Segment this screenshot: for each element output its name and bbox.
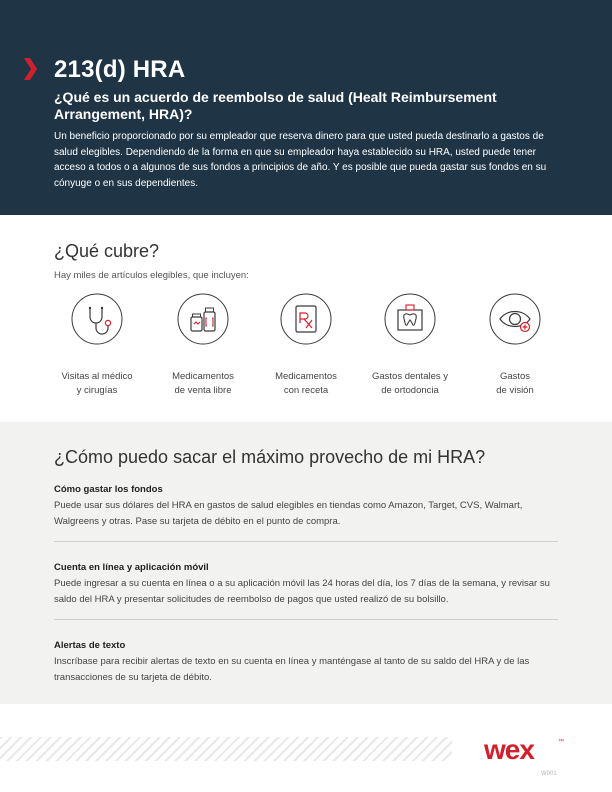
- coverage-item-otc: [148, 293, 258, 398]
- coverage-item-label: de ortodoncia: [381, 385, 439, 396]
- wex-logo-text: wex: [484, 735, 534, 763]
- coverage-item-label: Gastos: [499, 371, 531, 382]
- vision-icon: [489, 293, 541, 345]
- wex-logo: [484, 735, 564, 763]
- coverage-item-vision: [460, 293, 570, 398]
- coverage-item-label: Gastos dentales y: [371, 371, 449, 382]
- stethoscope-icon: [71, 293, 123, 345]
- coverage-item-label: y cirugías: [76, 385, 118, 396]
- coverage-item-label: Medicamentos: [172, 371, 234, 382]
- tip-heading: Alertas de texto: [54, 640, 126, 651]
- prescription-icon: [280, 293, 332, 345]
- coverage-item-prescription: [251, 293, 361, 398]
- coverage-item-label: de visión: [496, 385, 534, 396]
- document-code: W001: [541, 771, 557, 777]
- intro-paragraph: Un beneficio proporcionado por su empleador que reserva dinero para que usted pueda destinarlo a gastos de salud elegibles. Dependiendo de la forma en que su empleador haya establecido su HRA, usted puede tener acceso a todos o a algunos de sus fondos a principios de año. Y es posible que pueda gastar sus fondos en su cónyuge o en sus dependientes.: [54, 131, 547, 189]
- page-title: 213(d) HRA: [54, 56, 186, 83]
- hatch-decoration: [0, 737, 452, 761]
- trademark-mark: ™: [558, 739, 564, 745]
- divider: [54, 541, 558, 542]
- coverage-item-label: Visitas al médico: [61, 371, 133, 382]
- coverage-item-label: Medicamentos: [275, 371, 337, 382]
- coverage-item-dental: [355, 293, 465, 398]
- tip-body: Inscríbase para recibir alertas de texto en su cuenta en línea y manténgase al tanto de su saldo del HRA y de las transacciones de su tarjeta de débito.: [54, 656, 530, 683]
- dental-icon: [384, 293, 436, 345]
- coverage-item-doctor: [42, 293, 152, 398]
- header-band: [0, 0, 612, 215]
- chevron-right-icon: [22, 58, 38, 80]
- divider: [54, 619, 558, 620]
- otc-medicine-icon: [177, 293, 229, 345]
- coverage-title: ¿Qué cubre?: [54, 241, 160, 261]
- maximize-title: ¿Cómo puedo sacar el máximo provecho de mi HRA?: [54, 447, 486, 467]
- coverage-item-label: con receta: [283, 385, 329, 396]
- tip-body: Puede usar sus dólares del HRA en gastos de salud elegibles en tiendas como Amazon, Target, CVS, Walmart, Walgreens y otras. Pase su tarjeta de débito en el punto de compra.: [54, 500, 523, 527]
- tip-heading: Cómo gastar los fondos: [54, 484, 163, 495]
- tip-body: Puede ingresar a su cuenta en línea o a su aplicación móvil las 24 horas del día, los 7 días de la semana, y revisar su saldo del HRA y presentar solicitudes de reembolso de pagos que usted realizó de su bolsillo.: [54, 578, 550, 605]
- tip-heading: Cuenta en línea y aplicación móvil: [54, 562, 209, 573]
- tip-spending: [54, 484, 558, 529]
- coverage-item-label: de venta libre: [174, 385, 232, 396]
- coverage-lead: Hay miles de artículos elegibles, que incluyen:: [54, 270, 249, 281]
- page-subtitle: ¿Qué es un acuerdo de reembolso de salud (Healt Reimbursement Arrangement, HRA)?: [54, 89, 497, 122]
- tip-online-account: [54, 562, 558, 607]
- tip-text-alerts: [54, 640, 558, 685]
